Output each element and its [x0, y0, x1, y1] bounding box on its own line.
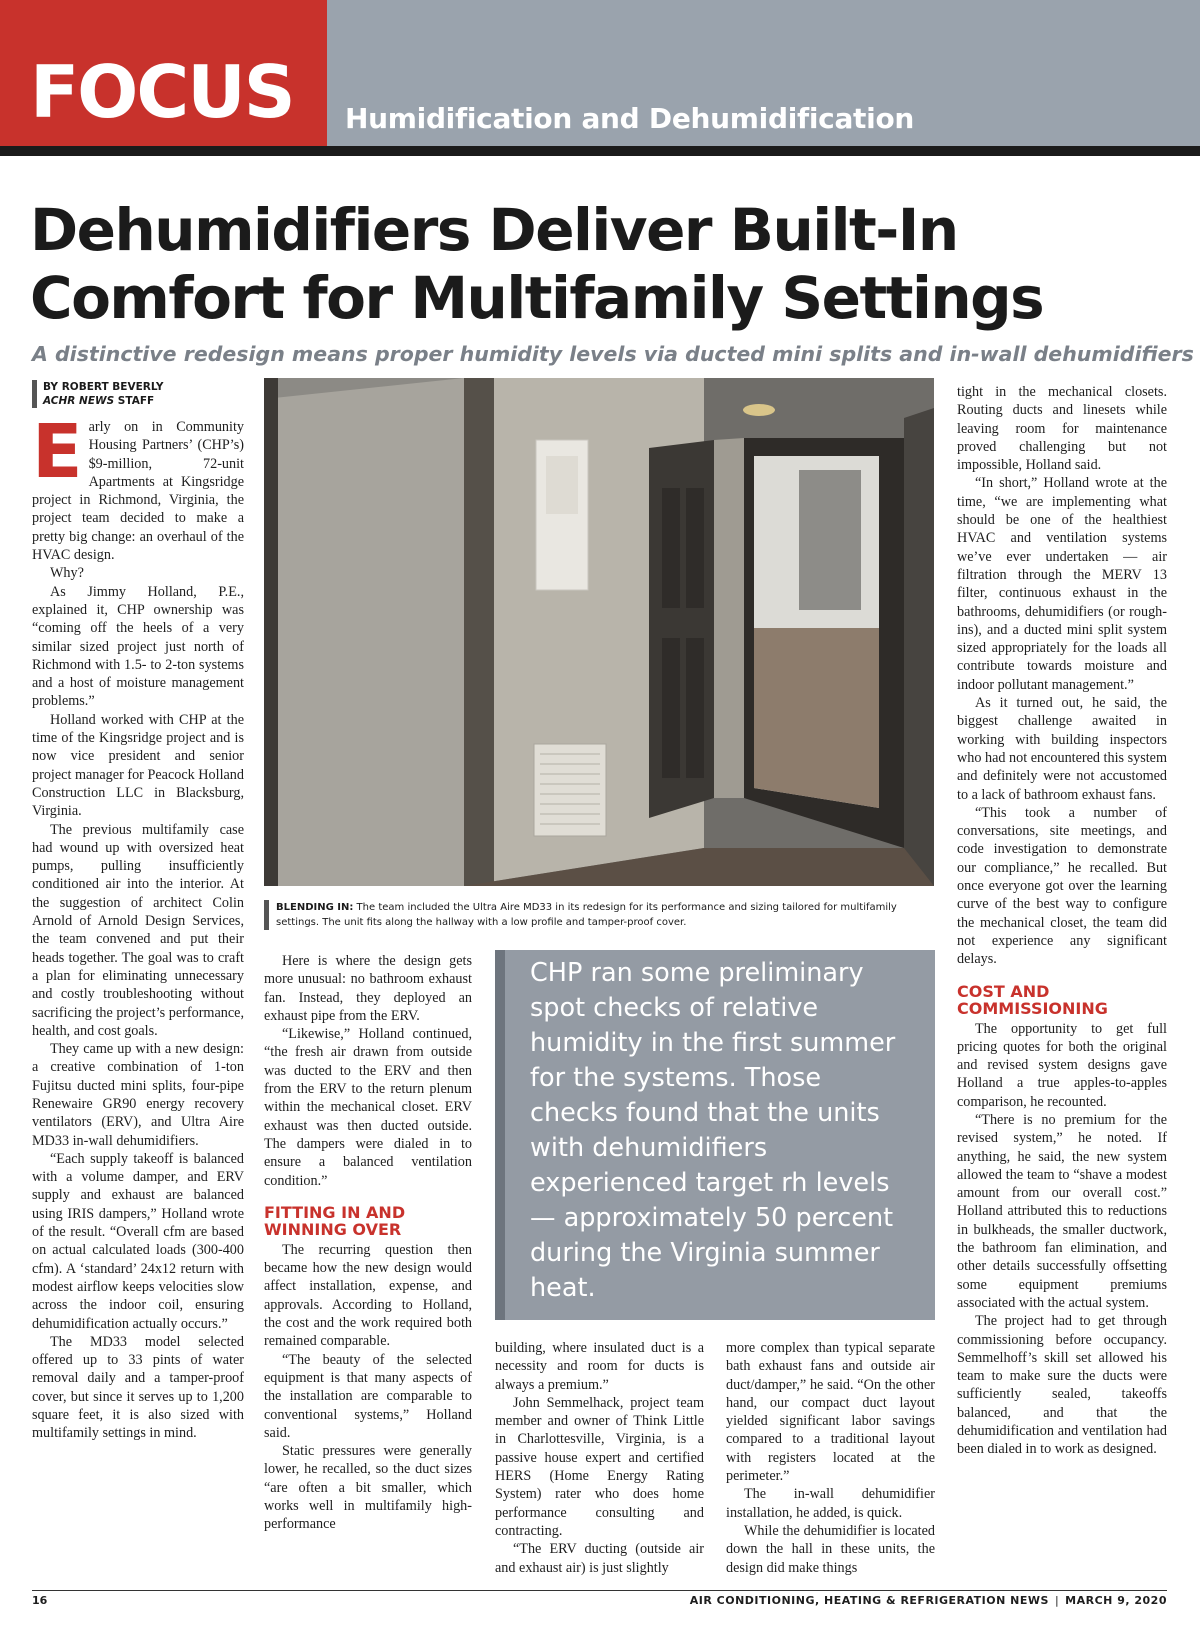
column-2	[264, 952, 472, 1534]
column-5-body-b	[957, 1020, 1167, 1459]
paragraph: “Likewise,” Holland continued, “the fresh air drawn from outside was ducted to the ERV and then from the ERV to the return plenum within the mechanical closet. ERV exhaust was then ducted outside. The dampers were dialed in to ensure a balanced ventilation condition.”	[264, 1026, 472, 1189]
column-3	[495, 1339, 704, 1577]
byline-author: BY ROBERT BEVERLY	[43, 381, 164, 393]
footer-publication	[690, 1594, 1167, 1607]
page-number: 16	[32, 1594, 48, 1607]
byline-staff-suffix: STAFF	[114, 395, 155, 407]
paragraph: The opportunity to get full pricing quotes for both the original and revised system designs gave Holland a true apples-to-apples comparison, he recounted.	[957, 1020, 1167, 1110]
column-2-body-a	[264, 952, 472, 1190]
deck: A distinctive redesign means proper humidity levels via ducted mini splits and in-wall dehumidifiers	[32, 342, 1194, 366]
column-2-body-b	[264, 1241, 472, 1534]
caption-label: BLENDING IN:	[276, 902, 354, 913]
pull-quote-text: CHP ran some preliminary spot checks of relative humidity in the first summer for the systems. Those checks found that the units with dehumidifiers experienced target rh levels — approximately 50 percent during the Virginia summer heat.	[530, 958, 896, 1303]
focus-label: FOCUS	[30, 50, 294, 134]
column-5-body-a	[957, 383, 1167, 969]
banner-rule	[0, 146, 1200, 156]
paragraph: John Semmelhack, project team member and owner of Think Little in Charlottesville, Virginia, is a passive house expert and certified HERS (Home Energy Rating System) rater who does home performance consulting and contracting.	[495, 1394, 704, 1539]
column-1-body	[32, 409, 244, 1443]
paragraph: As it turned out, he said, the biggest challenge awaited in working with building inspectors who had not encountered this system and definitely were not accustomed to a lack of bathroom exhaust fans.	[957, 695, 1168, 803]
paragraph: “In short,” Holland wrote at the time, “we are implementing what should be one of the healthiest HVAC and ventilation systems we’ve ever undertaken — air filtration through the MERV 13 filter, continuous exhaust in the bathrooms, dehumidifiers (or rough-ins), and a ducted mini split system sized appropriately for the loads all contribute towards moisture and indoor pollutant management.”	[957, 475, 1167, 693]
hallway-photo	[264, 378, 934, 886]
paragraph: The project had to get through commissioning before occupancy. Semmelhoff’s skill set allowed his team to make sure the ducts were sufficiently sealed, takeoffs balanced, and that the dehumidification and ventilation had been dialed in to work as designed.	[957, 1313, 1167, 1458]
subhead-fitting-in: FITTING IN AND WINNING OVER	[264, 1202, 406, 1239]
caption-text: The team included the Ultra Aire MD33 in its redesign for its performance and sizing tailored for multifamily settings. The unit fits along the hallway with a low profile and tamper-proof cover.	[276, 902, 897, 928]
issue-date: MARCH 9, 2020	[1065, 1594, 1167, 1607]
paragraph: The in-wall dehumidifier installation, he added, is quick.	[726, 1486, 935, 1521]
paragraph: “Each supply takeoff is balanced with a volume damper, and ERV supply and exhaust are balanced using IRIS dampers,” Holland wrote of the result. “Overall cfm are based on actual calculated loads (300-400 cfm). A ‘standard’ 24x12 return with modest airflow keeps velocities slow across the indoor coil, ensuring dehumidification actually occurs.”	[32, 1150, 244, 1332]
photo-caption	[264, 900, 934, 930]
paragraph: “The ERV ducting (outside air and exhaust air) is just slightly	[495, 1541, 704, 1576]
paragraph: “The beauty of the selected equipment is that many aspects of the installation are comparable to conventional systems,” Holland said.	[264, 1351, 472, 1441]
column-1	[32, 409, 244, 1443]
paragraph: They came up with a new design: a creative combination of 1-ton Fujitsu ducted mini splits, four-pipe Renewaire GR90 energy recovery ventilators (ERV), and Ultra Aire MD33 in-wall dehumidifiers.	[32, 1041, 244, 1149]
paragraph: Why?	[50, 565, 84, 582]
paragraph: tight in the mechanical closets. Routing ducts and linesets while leaving room for maintenance proved challenging but not impossible, Holland said.	[957, 384, 1167, 474]
paragraph: arly on in Community Housing Partners’ (CHP’s) $9-million, 72-unit Apartments at Kingsridge project in Richmond, Virginia, the project team decided to make a pretty big change: an overhaul of the HVAC design.	[32, 419, 244, 564]
byline	[32, 380, 164, 408]
paragraph: The recurring question then became how the new design would affect installation, expense, and approvals. According to Holland, the cost and the work required both remained comparable.	[264, 1241, 472, 1350]
paragraph: “This took a number of conversations, site meetings, and code investigation to demonstrate our compliance,” he recalled. But once everyone got over the learning curve of the best way to configure the mechanical closet, the team did not experience any significant delays.	[957, 804, 1167, 968]
hallway-photo-illustration	[264, 378, 934, 886]
column-5	[957, 383, 1167, 1459]
section-title: Humidification and Dehumidification	[345, 102, 915, 135]
drop-cap: E	[32, 409, 83, 495]
paragraph: building, where insulated duct is a necessity and room for ducts is always a premium.”	[495, 1340, 704, 1393]
paragraph: As Jimmy Holland, P.E., explained it, CHP ownership was “coming off the heels of a very similar sized project just north of Richmond with 1.5- to 2-ton systems and a host of moisture management problems.”	[32, 583, 244, 710]
paragraph: Static pressures were generally lower, he recalled, so the duct sizes “are often a bit smaller, which works well in multifamily high-performance	[264, 1443, 472, 1533]
paragraph: The previous multifamily case had wound up with oversized heat pumps, pulling insufficiently conditioned air into the interior. At the suggestion of architect Colin Arnold of Arnold Design Services, the team convened and put their heads together. The goal was to craft a plan for eliminating unnecessary and costly troubleshooting without sacrificing the project’s performance, health, and cost goals.	[32, 821, 244, 1039]
byline-outlet: ACHR NEWS	[43, 395, 115, 407]
paragraph: “There is no premium for the revised system,” he noted. If anything, he said, the new system allowed the team to “shave a modest amount from our overall cost.” Holland attributed this to reductions in bulkheads, the smaller ductwork, the bathroom fan elimination, and other details successfully offsetting some equipment premiums associated with the actual system.	[957, 1111, 1167, 1311]
column-4	[726, 1339, 935, 1577]
column-4-body	[726, 1339, 935, 1577]
publication-name: AIR CONDITIONING, HEATING & REFRIGERATION NEWS	[689, 1594, 1049, 1607]
paragraph: The MD33 model selected offered up to 33 pints of water removal daily and a tamper-proof cover, but since it serves up to 1,200 square feet, it is also sized with multifamily settings in mind.	[32, 1333, 244, 1442]
footer-rule	[32, 1590, 1167, 1591]
subhead-cost-commissioning: COST AND COMMISSIONING	[957, 981, 1108, 1018]
column-3-body	[495, 1339, 704, 1577]
paragraph: more complex than typical separate bath exhaust fans and outside air duct/damper,” he said. “On the other hand, our compact duct layout yielded significant labor savings compared to a traditional layout with registers located at the perimeter.”	[726, 1340, 935, 1485]
paragraph: Holland worked with CHP at the time of the Kingsridge project and is now vice president and senior project manager for Peacock Holland Construction LLC in Blacksburg, Virginia.	[32, 711, 244, 820]
footer-separator: |	[1054, 1594, 1060, 1607]
headline: Dehumidifiers Deliver Built-In Comfort for Multifamily Settings	[30, 196, 1044, 332]
paragraph: Here is where the design gets more unusual: no bathroom exhaust fan. Instead, they deployed an exhaust pipe from the ERV.	[264, 953, 472, 1024]
byline-staff	[43, 394, 164, 408]
paragraph: While the dehumidifier is located down the hall in these units, the design did make things	[726, 1522, 935, 1576]
